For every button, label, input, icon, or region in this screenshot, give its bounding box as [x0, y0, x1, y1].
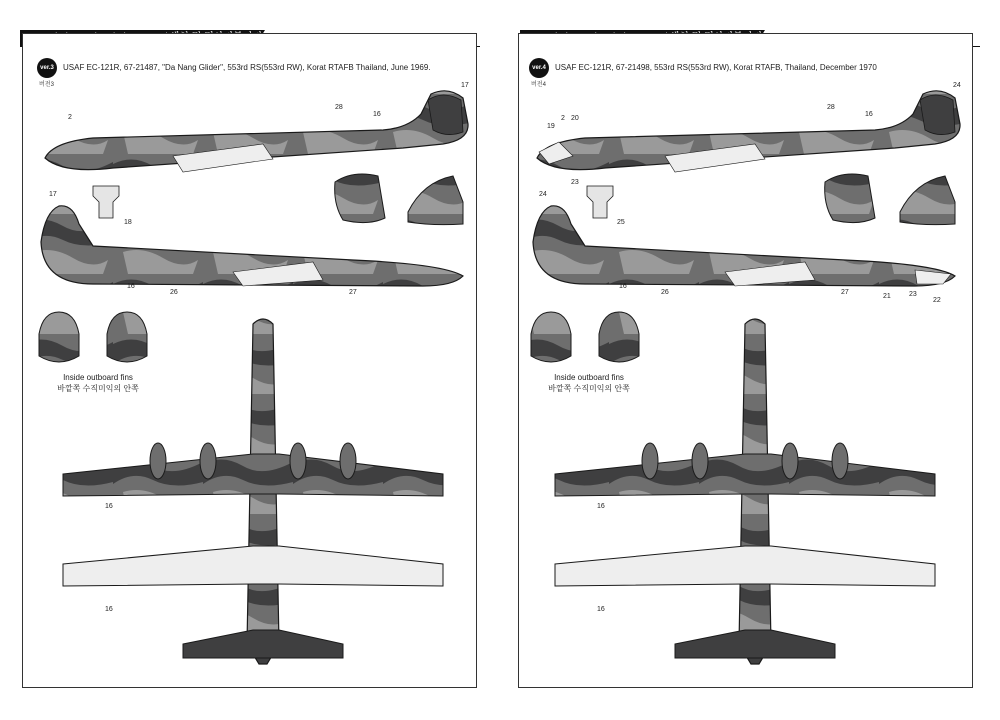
callout-2: 2	[561, 115, 565, 122]
callout-2: 2	[68, 114, 72, 121]
painting-diagram-ver4	[519, 34, 974, 689]
callout-23b: 23	[909, 291, 917, 298]
version-badge: ver.3	[37, 58, 57, 78]
fins-label	[28, 372, 168, 394]
callout-16: 16	[865, 111, 873, 118]
callout-16d: 16	[105, 606, 113, 613]
fins-label	[519, 372, 659, 394]
callout-16b: 16	[127, 283, 135, 290]
painting-diagram-ver3	[23, 34, 478, 689]
callout-16c: 16	[105, 503, 113, 510]
callout-17b: 17	[49, 191, 57, 198]
callout-24b: 24	[539, 191, 547, 198]
callout-16b: 16	[619, 283, 627, 290]
callout-25: 25	[617, 219, 625, 226]
outboard-fins	[531, 312, 639, 362]
callout-27: 27	[841, 289, 849, 296]
fins-label-kr: 바깥쪽 수직미익의 안쪽	[57, 384, 139, 393]
aircraft-caption: USAF EC-121R, 67-21487, "Da Nang Glider", 553rd RS(553rd RW), Korat RTAFB Thailand, June 1969.	[63, 63, 431, 72]
callout-26: 26	[661, 289, 669, 296]
callout-16: 16	[373, 111, 381, 118]
fin-detail-top	[825, 174, 955, 225]
callout-16c: 16	[597, 503, 605, 510]
callout-23: 23	[571, 179, 579, 186]
side-view-upper	[537, 91, 960, 172]
callout-28: 28	[335, 104, 343, 111]
tail-box	[93, 186, 132, 226]
callout-26: 26	[170, 289, 178, 296]
callout-22: 22	[933, 297, 941, 304]
callout-numbers-top	[68, 82, 469, 121]
callout-19: 19	[547, 123, 555, 130]
callout-24: 24	[953, 82, 961, 89]
callout-27: 27	[349, 289, 357, 296]
fins-label-en: Inside outboard fins	[63, 373, 133, 382]
callout-28: 28	[827, 104, 835, 111]
version-label-kr: 버전3	[39, 82, 54, 88]
plan-view	[555, 319, 935, 664]
fin-detail-top	[335, 174, 463, 225]
version-badge: ver.4	[529, 58, 549, 78]
tail-box	[587, 186, 625, 226]
panel-version-4	[518, 33, 973, 688]
callout-17: 17	[461, 82, 469, 89]
panel-version-3	[22, 33, 477, 688]
side-view-upper	[45, 91, 468, 172]
outboard-fins	[39, 312, 147, 362]
callout-20: 20	[571, 115, 579, 122]
callout-18: 18	[124, 219, 132, 226]
version-label-kr: 버전4	[531, 82, 546, 88]
fins-label-en: Inside outboard fins	[554, 373, 624, 382]
aircraft-caption: USAF EC-121R, 67-21498, 553rd RS(553rd RW), Korat RTAFB, Thailand, December 1970	[555, 63, 877, 72]
callout-21: 21	[883, 293, 891, 300]
fins-label-kr: 바깥쪽 수직미익의 안쪽	[548, 384, 630, 393]
callout-16d: 16	[597, 606, 605, 613]
plan-view	[63, 319, 443, 664]
